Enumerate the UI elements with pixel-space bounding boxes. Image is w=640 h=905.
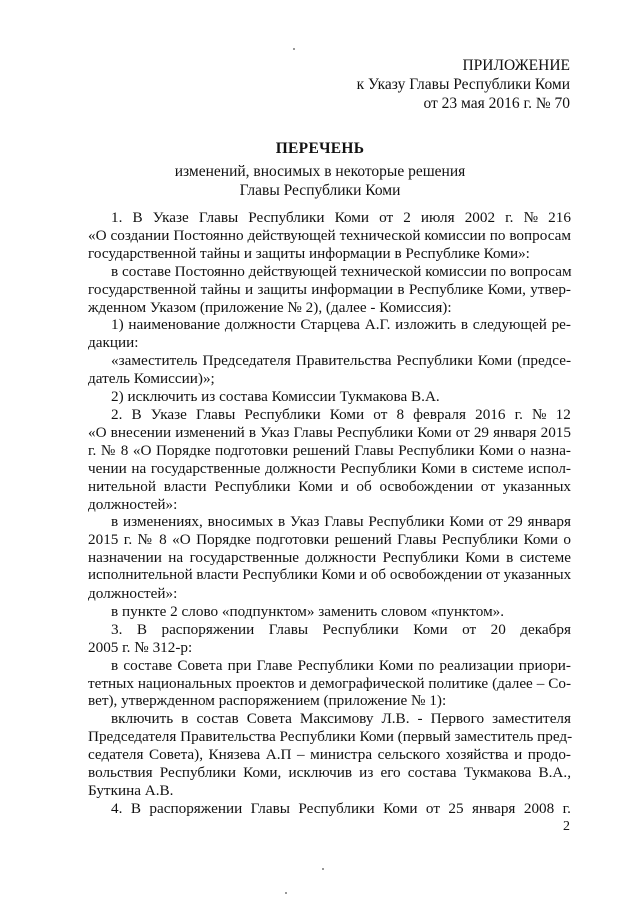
body-line: тетных национальных проектов и демографической политике (далее – Со- bbox=[88, 674, 571, 692]
body-line bbox=[88, 209, 571, 227]
body-line: «О внесении изменений в Указ Главы Республики Коми от 29 января 2015 bbox=[88, 423, 571, 441]
body-word: 1. bbox=[111, 209, 123, 226]
body-word: февраля bbox=[413, 405, 466, 423]
body-line: в пункте 2 слово «подпунктом» заменить словом «пунктом». bbox=[111, 602, 505, 620]
body-word: № bbox=[523, 209, 539, 226]
body-word: распоряжении bbox=[161, 620, 255, 638]
document-body bbox=[88, 209, 571, 818]
body-line: исполнительной власти Республики Коми и об освобождении от указанных bbox=[88, 567, 572, 584]
subtitle-line-1: изменений, вносимых в некоторые решения bbox=[174, 163, 466, 180]
body-line bbox=[88, 621, 571, 639]
body-line: дакции: bbox=[88, 334, 139, 352]
document-title: ПЕРЕЧЕНЬ bbox=[275, 140, 365, 157]
body-line: должностей»: bbox=[88, 495, 178, 513]
body-line bbox=[88, 800, 571, 818]
body-word: Республики bbox=[298, 799, 375, 817]
body-line: «заместитель Председателя Правительства Республики Коми (предсе- bbox=[111, 352, 571, 370]
body-line: государственной тайны и защиты информации в Республике Коми, утвер- bbox=[88, 280, 571, 298]
body-line: должностей»: bbox=[88, 585, 178, 603]
body-word: В bbox=[132, 209, 143, 226]
body-word: № bbox=[532, 405, 547, 423]
body-line: чении на государственные должности Республики Коми в системе испол- bbox=[88, 459, 571, 477]
body-line: вет), утвержденном распоряжением (приложение № 1): bbox=[88, 692, 447, 710]
body-word: Коми bbox=[413, 620, 448, 638]
body-word: Коми bbox=[329, 405, 365, 423]
body-line: в составе Постоянно действующей технической комиссии по вопросам bbox=[111, 262, 572, 280]
body-word: от bbox=[379, 209, 394, 226]
appendix-reference: к Указу Главы Республики Коми bbox=[356, 76, 570, 93]
body-word: Главы bbox=[268, 620, 309, 638]
body-line bbox=[88, 406, 571, 424]
appendix-block bbox=[357, 56, 570, 113]
appendix-date: от 23 мая 2016 г. № 70 bbox=[423, 95, 570, 112]
subtitle-line-2: Главы Республики Коми bbox=[239, 182, 401, 199]
body-word: Главы bbox=[250, 799, 290, 817]
body-line: 1) наименование должности Старцева А.Г. изложить в следующей ре- bbox=[111, 316, 571, 334]
body-word: 20 bbox=[490, 620, 506, 638]
body-line: «О создании Постоянно действующей технической комиссии по вопросам bbox=[88, 226, 571, 244]
body-word: января bbox=[472, 799, 516, 817]
body-word: 2016 bbox=[475, 405, 506, 423]
body-line: в составе Совета при Главе Республики Коми по реализации приори- bbox=[111, 656, 571, 674]
body-word: 25 bbox=[448, 799, 464, 817]
body-word: 2008 bbox=[523, 799, 555, 817]
body-word: от bbox=[425, 799, 440, 817]
body-word: г. bbox=[514, 405, 523, 423]
body-line: нительной власти Республики Коми и об освобождении от указанных bbox=[88, 477, 571, 495]
body-word: г. bbox=[562, 799, 571, 817]
body-word: от bbox=[373, 405, 388, 423]
body-line: в изменениях, вносимых в Указ Главы Республики Коми от 29 января bbox=[111, 513, 571, 531]
body-word: Республики bbox=[322, 620, 399, 638]
body-line: жденном Указом (приложение № 2), (далее - Комиссия): bbox=[88, 298, 452, 316]
body-line: включить в состав Совета Максимову Л.В. - Первого заместителя bbox=[111, 710, 571, 728]
body-line: г. № 8 «О Порядке подготовки решений Главы Республики Коми о назна- bbox=[88, 441, 571, 459]
body-line: Буткина А.В. bbox=[88, 782, 174, 799]
body-word: Главы bbox=[198, 209, 239, 226]
body-line: 2005 г. № 312-р: bbox=[88, 638, 193, 656]
body-word: В bbox=[130, 799, 141, 817]
body-word: распоряжении bbox=[149, 799, 243, 817]
body-word: декабря bbox=[520, 620, 571, 638]
body-word: от bbox=[462, 620, 477, 638]
body-word: 12 bbox=[555, 405, 571, 423]
body-word: Указе bbox=[152, 209, 189, 226]
body-word: 4. bbox=[111, 799, 123, 817]
body-word: В bbox=[136, 620, 147, 638]
body-word: 216 bbox=[548, 209, 571, 226]
body-word: В bbox=[131, 405, 142, 423]
body-line: датель Комиссии)»; bbox=[88, 370, 215, 388]
body-word: Республики bbox=[244, 405, 321, 423]
body-word: 3. bbox=[111, 620, 123, 638]
body-word: г. bbox=[505, 209, 514, 226]
body-line: государственной тайны и защиты информации в Республике Коми»: bbox=[88, 244, 530, 262]
body-word: Главы bbox=[195, 405, 236, 423]
body-word: 2 bbox=[403, 209, 411, 226]
body-word: Коми bbox=[334, 209, 370, 226]
page-number: 2 bbox=[563, 819, 570, 834]
body-line: 2015 г. № 8 «О Порядке подготовки решений Главы Республики Коми о bbox=[88, 531, 571, 549]
body-word: Указе bbox=[150, 405, 187, 423]
body-word: 2002 bbox=[464, 209, 496, 226]
body-word: июля bbox=[420, 209, 455, 226]
body-word: 2. bbox=[111, 405, 123, 423]
appendix-label: ПРИЛОЖЕНИЕ bbox=[462, 57, 570, 74]
document-subtitle bbox=[0, 162, 640, 200]
body-line: 2) исключить из состава Комиссии Тукмакова В.А. bbox=[111, 388, 440, 406]
body-word: Коми bbox=[383, 799, 418, 817]
body-word: Республики bbox=[248, 209, 325, 226]
body-line: назначении на государственные должности Республики Коми в системе bbox=[88, 549, 571, 567]
body-line: Председателя Правительства Республики Коми (первый заместитель пред- bbox=[88, 728, 573, 746]
body-line: вольствия Республики Коми, исключив из его состава Тукмакова В.А., bbox=[88, 764, 571, 782]
body-line: седателя Совета), Князева А.П – министра сельского хозяйства и продо- bbox=[88, 746, 571, 764]
body-word: 8 bbox=[396, 405, 405, 423]
